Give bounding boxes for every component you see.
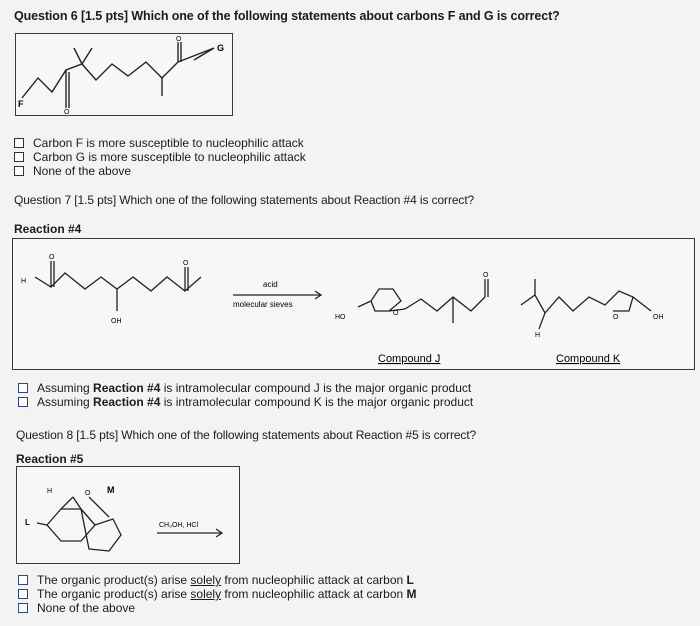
q8-option-1[interactable]	[18, 573, 414, 587]
q7-option-2[interactable]	[18, 395, 473, 409]
reaction-5-label: Reaction #5	[16, 452, 84, 466]
q6-structure-box	[15, 33, 233, 116]
q6-molecule-diagram	[16, 34, 232, 115]
label-o2: O	[183, 260, 189, 267]
checkbox[interactable]	[18, 575, 28, 585]
q6-option-2[interactable]	[14, 150, 306, 164]
label-h: H	[21, 278, 27, 285]
checkbox[interactable]	[18, 589, 28, 599]
option-text: The organic product(s) arise solely from nucleophilic attack at carbon M	[37, 587, 417, 601]
label-o-ring2: O	[613, 314, 619, 321]
option-text: Assuming Reaction #4 is intramolecular compound K is the major organic product	[37, 395, 474, 409]
q6-option-1[interactable]	[14, 136, 304, 150]
compound-k-label: Compound K	[556, 353, 621, 365]
reaction-5-box	[16, 466, 240, 564]
q8-option-2[interactable]	[18, 587, 417, 601]
label-o1: O	[49, 254, 55, 261]
checkbox[interactable]	[14, 152, 24, 162]
label-h2: H	[535, 332, 541, 339]
label-f: F	[18, 99, 24, 109]
question-6-title: Question 6 [1.5 pts] Which one of the following statements about carbons F and G is correct?	[14, 9, 560, 23]
checkbox[interactable]	[18, 397, 28, 407]
label-o-ketone: O	[483, 272, 489, 279]
label-m: M	[107, 485, 115, 495]
label-o2: O	[176, 36, 182, 43]
label-o1: O	[64, 109, 70, 115]
reagent-acid: acid	[263, 280, 278, 289]
compound-j-label: Compound J	[378, 353, 441, 365]
label-l: L	[25, 518, 30, 527]
option-text: The organic product(s) arise solely from nucleophilic attack at carbon L	[37, 573, 414, 587]
label-oh2: OH	[653, 314, 664, 321]
label-h: H	[47, 488, 53, 495]
carbon-chain	[22, 62, 178, 98]
label-ho: HO	[335, 314, 346, 321]
option-text: Carbon F is more susceptible to nucleophilic attack	[33, 136, 304, 150]
reaction-4-diagram	[13, 239, 694, 369]
reaction-4-box	[12, 238, 695, 370]
label-o: O	[85, 490, 91, 497]
checkbox[interactable]	[18, 383, 28, 393]
checkbox[interactable]	[14, 138, 24, 148]
label-oh: OH	[111, 318, 122, 325]
q8-option-3[interactable]	[18, 601, 135, 615]
question-8-title: Question 8 [1.5 pts] Which one of the following statements about Reaction #5 is correct?	[16, 428, 477, 442]
option-text: None of the above	[33, 164, 132, 178]
label-g: G	[217, 43, 225, 53]
q7-option-1[interactable]	[18, 381, 471, 395]
option-text: Assuming Reaction #4 is intramolecular compound J is the major organic product	[37, 381, 472, 395]
reagent-label: CH₃OH, HCl	[159, 522, 199, 529]
q6-option-3[interactable]	[14, 164, 131, 178]
option-text: None of the above	[37, 601, 136, 615]
reaction-5-diagram	[17, 467, 239, 563]
checkbox[interactable]	[18, 603, 28, 613]
option-text: Carbon G is more susceptible to nucleophilic attack	[33, 150, 306, 164]
reaction-4-label: Reaction #4	[14, 222, 82, 236]
checkbox[interactable]	[14, 166, 24, 176]
question-7-title: Question 7 [1.5 pts] Which one of the following statements about Reaction #4 is correct?	[14, 193, 475, 207]
label-o-ring: O	[393, 310, 399, 317]
reagent-sieves: molecular sieves	[233, 300, 293, 309]
